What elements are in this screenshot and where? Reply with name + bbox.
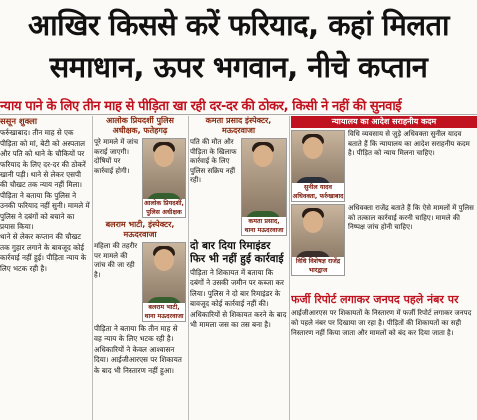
- column-divider: [92, 116, 93, 420]
- advocate-row-1: [291, 130, 477, 202]
- court-order-band: न्यायालय का आदेश सराहनीय कदम: [291, 116, 477, 128]
- column-1: [0, 116, 90, 416]
- igrs-title: फर्जी रिपोर्ट लगाकर जनपद पहले नंबर पर: [291, 293, 459, 306]
- sp-quote: पूरे मामले में जांच कराई जाएगी। दोषियों पर कार्रवाई होगी।: [94, 138, 139, 175]
- reminder-title: दो बार दिया रिमाइंडर फिर भी नहीं हुई कार्रवाई: [190, 240, 284, 265]
- inspector2-quote-row: [190, 138, 287, 236]
- column-3: [190, 116, 287, 416]
- column-divider: [188, 116, 189, 420]
- advocate-quote-2: अधिवक्ता राजेंद्र बताते हैं कि ऐसे मामलों में पुलिस को तत्काल कार्रवाई करनी चाहिए। मामले की निष्पक्ष जांच होनी चाहिए।: [348, 204, 474, 232]
- igrs-paragraph: आईजीआरएस पर शिकायतों के निस्तारण में फर्जी रिपोर्ट लगाकर जनपद को पहले नंबर पर दिखाया जा रहा है। पीड़ितों की शिकायतों का सही निस्तारण नहीं किया जाता और मामलों को बंद कर दिया जाता है।: [291, 309, 472, 337]
- advocate-caption-1: सुनील यादव अधिवक्ता, फर्रुखाबाद: [292, 184, 344, 200]
- advocate-caption-2: विधि विशेषज्ञ राजेंद्र भारद्वाज: [292, 257, 344, 275]
- paragraph: पीड़िता ने बताया कि तीन माह से वह न्याय के लिए भटक रही है। अधिकारियों ने केवल आश्वासन दिया। आईजीआरएस पर शिकायत के बाद भी निस्तारण नहीं हुआ।: [94, 324, 182, 375]
- inspector2-photo-caption: कमता प्रसाद, थाना मऊदरवाजा: [242, 217, 286, 235]
- inspector2-title: कमता प्रसाद इंस्पेक्टर, मऊदरवाजा: [205, 116, 272, 135]
- sp-photo: [142, 138, 186, 218]
- headline-line-2: समाधान, ऊपर भगवान, नीचे कप्तान: [49, 50, 428, 84]
- column-2: [94, 116, 186, 416]
- sp-title: आलोक प्रियदर्शी पुलिस अधीक्षक, फतेहगढ़: [106, 116, 174, 135]
- sp-quote-row: [94, 138, 186, 218]
- inspector2-quote: पति की मौत और पीड़िता के खिलाफ कार्रवाई के लिए पुलिस सक्रिय नहीं रही।: [190, 138, 237, 185]
- paragraph: पीड़िता ने बताया कि पुलिस ने उनकी फरियाद नहीं सुनी। मामले में पुलिस ने दबंगों को बचाने का प्रयास किया।: [0, 190, 90, 232]
- inspector-quote: महिला की तहरीर पर मामले की जांच की जा रही है।: [94, 242, 138, 279]
- sp-photo-caption: आलोक प्रियदर्शी, पुलिस अधीक्षक: [144, 200, 184, 216]
- paragraph: फर्रुखाबाद। तीन माह से एक पीड़िता को मां, बेटी को अस्पताल और पति को थाने के चौकियों पर फरियाद के लिए दर-दर की ठोकरें खानी पड़ी। थाने से लेकर एसपी की चौखट तक न्याय नहीं मिला।: [0, 128, 86, 190]
- advocate-photo-1: [291, 130, 345, 202]
- inspector-photo-caption: बलराम भाटी, थाना मऊदरवाजा: [144, 304, 184, 320]
- inspector2-photo: [241, 138, 287, 236]
- paragraph: थाने से लेकर कप्तान की चौखट तक गुहार लगाने के बावजूद कोई कार्रवाई नहीं हुई। पीड़िता न्याय के लिए भटक रही है।: [0, 232, 87, 273]
- advocate-row-2: [291, 204, 477, 276]
- paragraph: पीड़िता ने शिकायत में बताया कि दबंगों ने उसकी जमीन पर कब्जा कर लिया। पुलिस ने दो बार रिमाइंडर के बावजूद कोई कार्रवाई नहीं की। अधिकारियों से शिकायत करने के बाद भी मामला जस का तस बना है।: [190, 268, 287, 330]
- byline: ससून शुक्ला: [0, 116, 37, 126]
- subheadline: न्याय पाने के लिए तीन माह से पीड़िता खा रही दर-दर की ठोकर, किसी ने नहीं की सुनवाई: [0, 99, 402, 114]
- advocate-photo-2: [291, 204, 345, 276]
- column-divider: [289, 116, 290, 420]
- inspector-photo: [142, 242, 186, 322]
- divider: [0, 114, 477, 115]
- inspector-title: बलराम भाटी, इंस्पेक्टर, मऊदरवाजा: [105, 220, 175, 239]
- inspector-quote-row: [94, 242, 186, 322]
- advocate-quote-1: विधि व्यवसाय से जुड़े अधिवक्ता सुनील यादव बताते हैं कि न्यायालय का आदेश सराहनीय कदम है। पीड़ित को न्याय मिलना चाहिए।: [348, 130, 470, 158]
- headline-line-1: आखिर किससे करें फरियाद, कहां मिलता: [27, 8, 450, 42]
